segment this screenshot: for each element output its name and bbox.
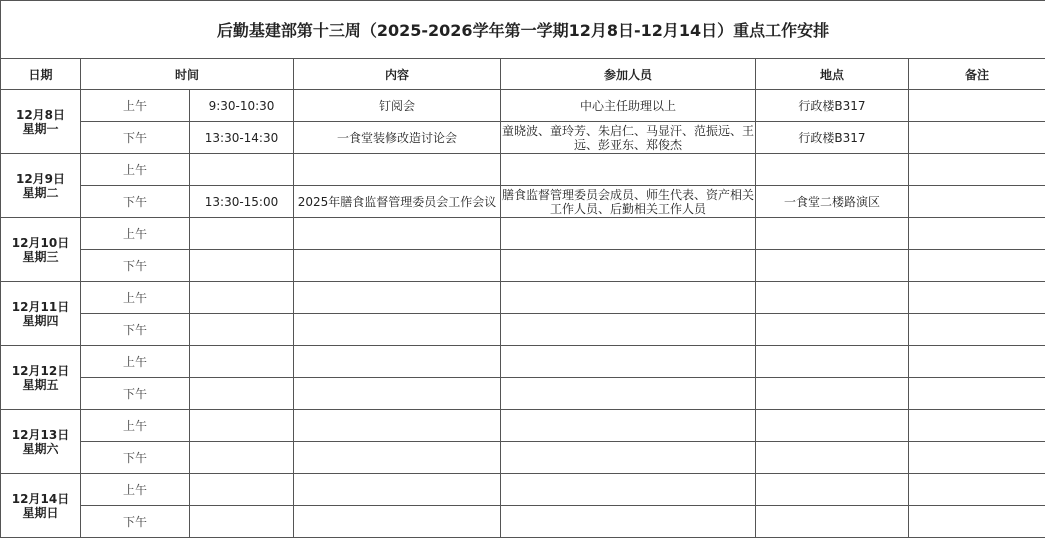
time-cell [190,218,294,250]
time-cell [190,250,294,282]
content-cell [294,282,501,314]
time-cell [190,314,294,346]
time-cell [190,378,294,410]
remarks-cell [909,314,1045,346]
remarks-cell [909,442,1045,474]
remarks-cell [909,186,1045,218]
table-row [1,90,1045,122]
time-cell [190,154,294,186]
time-cell: 13:30-14:30 [190,122,294,154]
table-row [1,346,1045,378]
header-location: 地点 [756,59,909,90]
participants-cell [501,154,756,186]
remarks-cell [909,378,1045,410]
table-row [1,122,1045,154]
table-row [1,314,1045,346]
period-cell: 上午 [81,474,190,506]
time-cell: 9:30-10:30 [190,90,294,122]
period-cell: 上午 [81,218,190,250]
table-row [1,442,1045,474]
remarks-cell [909,474,1045,506]
table-row [1,186,1045,218]
location-cell [756,218,909,250]
time-cell [190,410,294,442]
period-cell: 上午 [81,90,190,122]
location-cell [756,314,909,346]
location-cell [756,282,909,314]
content-cell [294,378,501,410]
date-cell [1,346,81,410]
participants-cell: 童晓波、童玲芳、朱启仁、马显汗、范振远、王远、彭亚东、郑俊杰 [501,123,754,152]
participants-cell [501,442,756,474]
time-cell [190,346,294,378]
date-label: 12月8日 [15,107,66,122]
time-cell: 13:30-15:00 [190,186,294,218]
remarks-cell [909,218,1045,250]
date-label: 12月10日 [11,235,70,250]
location-cell [756,250,909,282]
table-row [1,474,1045,506]
location-cell: 一食堂二楼路演区 [756,186,909,218]
date-label: 12月9日 [15,171,66,186]
page-title: 后勤基建部第十三周（2025-2026学年第一学期12月8日-12月14日）重点工作安排 [1,1,1045,59]
content-cell [294,410,501,442]
remarks-cell [909,346,1045,378]
weekday-label: 星期五 [22,377,59,392]
date-cell [1,282,81,346]
content-cell [294,154,501,186]
table-row [1,154,1045,186]
participants-cell: 中心主任助理以上 [501,90,756,122]
weekday-label: 星期日 [22,505,59,520]
content-cell [294,218,501,250]
location-cell: 行政楼B317 [756,90,909,122]
content-cell [294,346,501,378]
table-row [1,218,1045,250]
content-cell [294,250,501,282]
location-cell [756,346,909,378]
schedule-body [1,90,1045,538]
remarks-cell [909,154,1045,186]
participants-cell [501,250,756,282]
period-cell: 上午 [81,346,190,378]
content-cell [294,506,501,538]
weekday-label: 星期二 [22,185,59,200]
remarks-cell [909,506,1045,538]
date-cell [1,474,81,538]
date-label: 12月12日 [11,363,70,378]
content-cell [294,314,501,346]
weekday-label: 星期三 [22,249,59,264]
location-cell [756,378,909,410]
weekday-label: 星期四 [22,313,59,328]
table-row [1,282,1045,314]
content-cell [294,474,501,506]
period-cell: 下午 [81,122,190,154]
period-cell: 上午 [81,410,190,442]
period-cell: 下午 [81,314,190,346]
participants-cell [501,282,756,314]
header-remarks: 备注 [909,59,1045,90]
participants-cell [501,506,756,538]
table-row [1,506,1045,538]
date-label: 12月13日 [11,427,70,442]
participants-cell [501,314,756,346]
header-time: 时间 [81,59,294,90]
period-cell: 上午 [81,154,190,186]
period-cell: 下午 [81,506,190,538]
participants-cell [501,218,756,250]
remarks-cell [909,250,1045,282]
period-cell: 下午 [81,378,190,410]
period-cell: 下午 [81,442,190,474]
location-cell [756,154,909,186]
weekday-label: 星期六 [22,441,59,456]
date-cell [1,90,81,154]
location-cell [756,506,909,538]
time-cell [190,442,294,474]
table-row [1,250,1045,282]
time-cell [190,474,294,506]
content-cell: 钉阅会 [294,90,501,122]
date-cell [1,154,81,218]
participants-cell [501,346,756,378]
participants-cell [501,378,756,410]
participants-cell: 膳食监督管理委员会成员、师生代表、资产相关工作人员、后勤相关工作人员 [501,187,754,216]
remarks-cell [909,90,1045,122]
period-cell: 下午 [81,186,190,218]
participants-cell [501,474,756,506]
location-cell [756,474,909,506]
header-date: 日期 [1,59,81,90]
date-cell [1,218,81,282]
location-cell: 行政楼B317 [756,122,909,154]
location-cell [756,410,909,442]
remarks-cell [909,410,1045,442]
date-cell [1,410,81,474]
remarks-cell [909,282,1045,314]
content-cell [294,442,501,474]
header-content: 内容 [294,59,501,90]
time-cell [190,282,294,314]
table-row [1,410,1045,442]
period-cell: 上午 [81,282,190,314]
date-label: 12月11日 [11,299,70,314]
header-participants: 参加人员 [501,59,756,90]
date-label: 12月14日 [11,491,70,506]
weekday-label: 星期一 [22,121,59,136]
time-cell [190,506,294,538]
table-row [1,378,1045,410]
content-cell: 一食堂装修改造讨论会 [294,122,501,154]
period-cell: 下午 [81,250,190,282]
content-cell: 2025年膳食监督管理委员会工作会议 [294,186,501,218]
remarks-cell [909,122,1045,154]
location-cell [756,442,909,474]
participants-cell [501,410,756,442]
